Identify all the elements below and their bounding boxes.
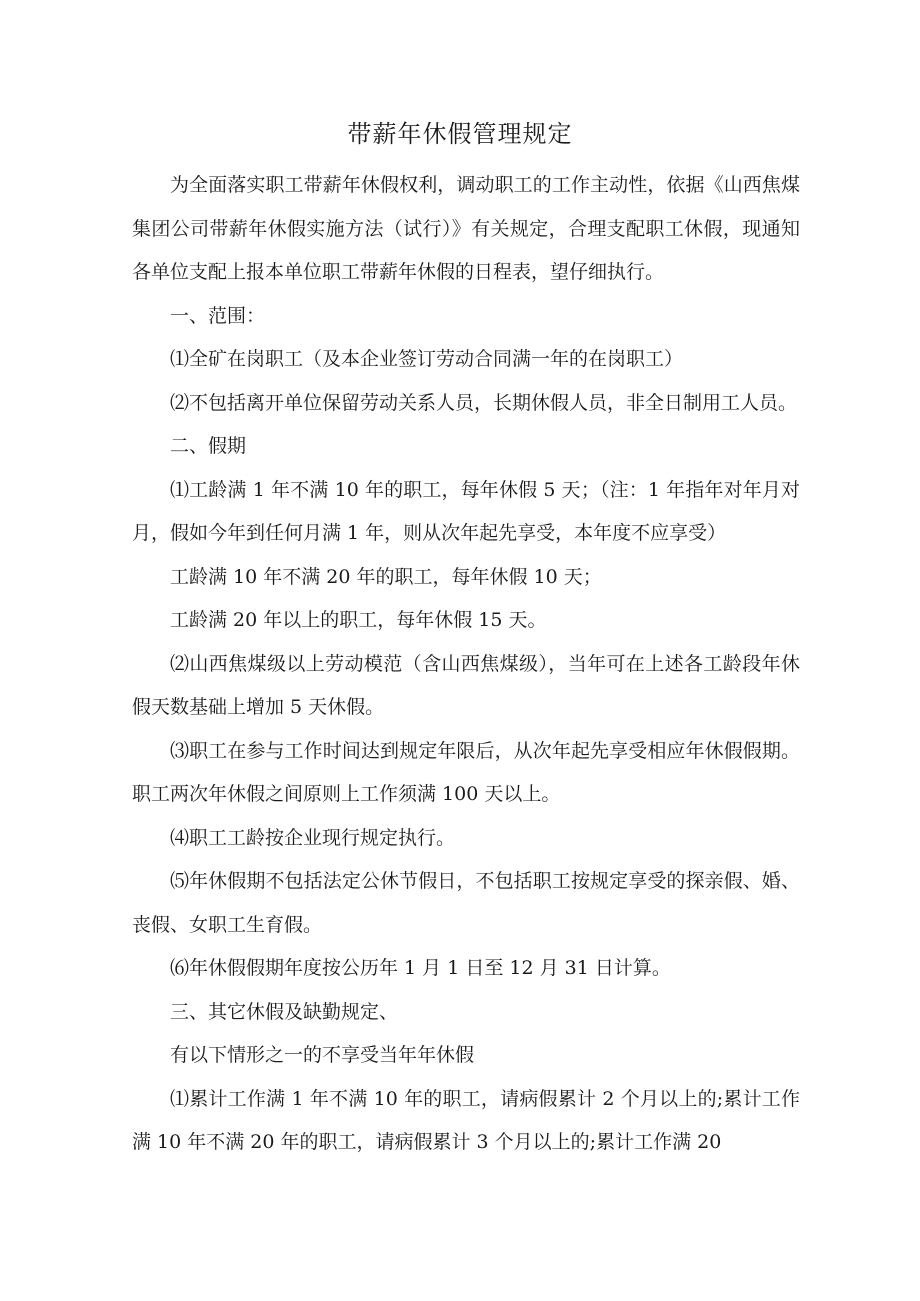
paragraph-leave-1: ⑴工龄满 1 年不满 10 年的职工，每年休假 5 天；（注：1 年指年对年月对月，假如今年到任何月满 1 年，则从次年起先享受，本年度不应享受）: [132, 478, 800, 544]
paragraph-leave-6: ⑹年休假假期年度按公历年 1 月 1 日至 12 月 31 日计算。: [170, 957, 671, 979]
paragraph-intro: 为全面落实职工带薪年休假权利，调动职工的工作主动性，依据《山西焦煤集团公司带薪年休假实施方法（试行）》有关规定，合理支配职工休假，现通知各单位支配上报本单位职工带薪年休假的日程表，望仔细执行。: [132, 174, 800, 283]
paragraph-leave-3: ⑶职工在参与工作时间达到规定年限后，从次年起先享受相应年休假假期。职工两次年休假之间原则上工作须满 100 天以上。: [132, 739, 800, 805]
paragraph-other-intro: 有以下情形之一的不享受当年年休假: [170, 1044, 475, 1066]
paragraph-leave-1b: 工龄满 10 年不满 20 年的职工，每年休假 10 天；: [170, 565, 602, 588]
document-title: 带薪年休假管理规定: [347, 120, 573, 148]
section-heading-scope: 一、范围：: [170, 304, 266, 327]
paragraph-leave-2: ⑵山西焦煤级以上劳动模范（含山西焦煤级），当年可在上述各工龄段年休假天数基础上增加 5 天休假。: [132, 652, 800, 718]
section-heading-other: 三、其它休假及缺勤规定、: [170, 1000, 399, 1023]
paragraph-leave-4: ⑷职工工龄按企业现行规定执行。: [170, 826, 456, 849]
paragraph-leave-1c: 工龄满 20 年以上的职工，每年休假 15 天。: [170, 609, 547, 631]
paragraph-leave-5: ⑸年休假期不包括法定公休节假日，不包括职工按规定享受的探亲假、婚、丧假、女职工生育假。: [132, 870, 800, 936]
document-body: [132, 164, 800, 1165]
paragraph-scope-2: ⑵不包括离开单位保留劳动关系人员，长期休假人员，非全日制用工人员。: [170, 391, 798, 414]
paragraph-scope-1: ⑴全矿在岗职工（及本企业签订劳动合同满一年的在岗职工）: [170, 348, 684, 370]
section-heading-leave: 二、假期: [170, 435, 247, 457]
paragraph-other-1: ⑴累计工作满 1 年不满 10 年的职工，请病假累计 2 个月以上的;累计工作满 10 年不满 20 年的职工，请病假累计 3 个月以上的;累计工作满 20: [132, 1087, 800, 1153]
